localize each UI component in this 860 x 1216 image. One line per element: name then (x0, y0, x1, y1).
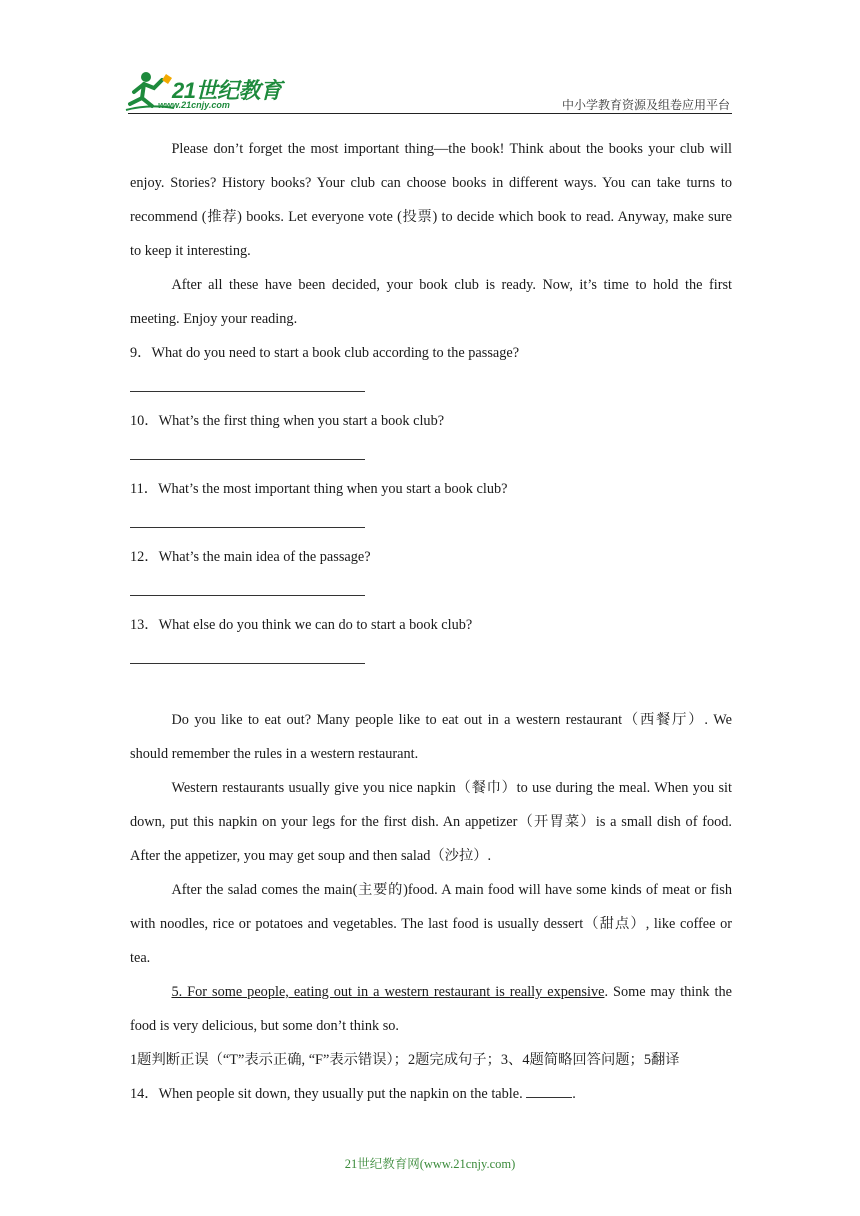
passage2-paragraph: Western restaurants usually give you nice napkin（餐巾）to use during the meal. When you sit down, put this napkin on your legs for the first dish. An appetizer（开胃菜）is a small dish of food. After the appetizer, you may get soup and then salad（沙拉）. (130, 780, 732, 864)
passage1-paragraph: Please don’t forget the most important thing—the book! Think about the books your club will enjoy. Stories? History books? Your club can choose books in different ways. You can take turns to recommend (推荐) books. Let everyone vote (投票) to decide which book to read. Anyway, make sure to keep it interesting. (130, 141, 732, 259)
answer-blank[interactable] (526, 1085, 572, 1098)
paragraph-rest: . Some may think the food is very delicious, but some don’t think so. (130, 984, 732, 1034)
instructions: 1题判断正误（“T”表示正确, “F”表示错误）；2题完成句子；3、4题简略回答问题；5翻译 (130, 1052, 680, 1068)
passage2-paragraph: After the salad comes the main(主要的)food. A main food will have some kinds of meat or fish with noodles, rice or potatoes and vegetables. The last food is usually dessert（甜点）, like coffee or tea. (130, 882, 732, 966)
page-footer: 21世纪教育网(www.21cnjy.com) (344, 1157, 516, 1171)
answer-line[interactable] (130, 370, 732, 404)
document-body (130, 132, 732, 1111)
passage1-paragraph: After all these have been decided, your book club is ready. Now, it’s time to hold the first meeting. Enjoy your reading. (130, 277, 732, 327)
logo-text: 21世纪教育 (172, 78, 282, 103)
passage2-paragraph (130, 975, 732, 1043)
question-10: 10．What’s the first thing when you start a book club? (130, 413, 445, 429)
question-14 (130, 1077, 732, 1111)
question-9: 9．What do you need to start a book club according to the passage? (130, 345, 520, 361)
header-divider (128, 113, 732, 114)
platform-title: 中小学教育资源及组卷应用平台 (561, 98, 730, 112)
logo (122, 70, 292, 116)
answer-line[interactable] (130, 506, 732, 540)
question-13: 13．What else do you think we can do to start a book club? (130, 617, 473, 633)
underlined-sentence: 5. For some people, eating out in a western restaurant is really expensive (171, 984, 605, 1000)
page-header (0, 0, 860, 120)
passage2-paragraph: Do you like to eat out? Many people like to eat out in a western restaurant（西餐厅）. We should remember the rules in a western restaurant. (130, 712, 732, 762)
logo-url: www.21cnjy.com (158, 100, 230, 110)
answer-line[interactable] (130, 574, 732, 608)
section-gap (130, 676, 732, 703)
question-14-end: . (572, 1086, 576, 1102)
question-11: 11．What’s the most important thing when you start a book club? (130, 481, 508, 497)
question-14-text: 14．When people sit down, they usually put the napkin on the table. (130, 1086, 523, 1102)
question-12: 12．What’s the main idea of the passage? (130, 549, 371, 565)
answer-line[interactable] (130, 642, 732, 676)
answer-line[interactable] (130, 438, 732, 472)
